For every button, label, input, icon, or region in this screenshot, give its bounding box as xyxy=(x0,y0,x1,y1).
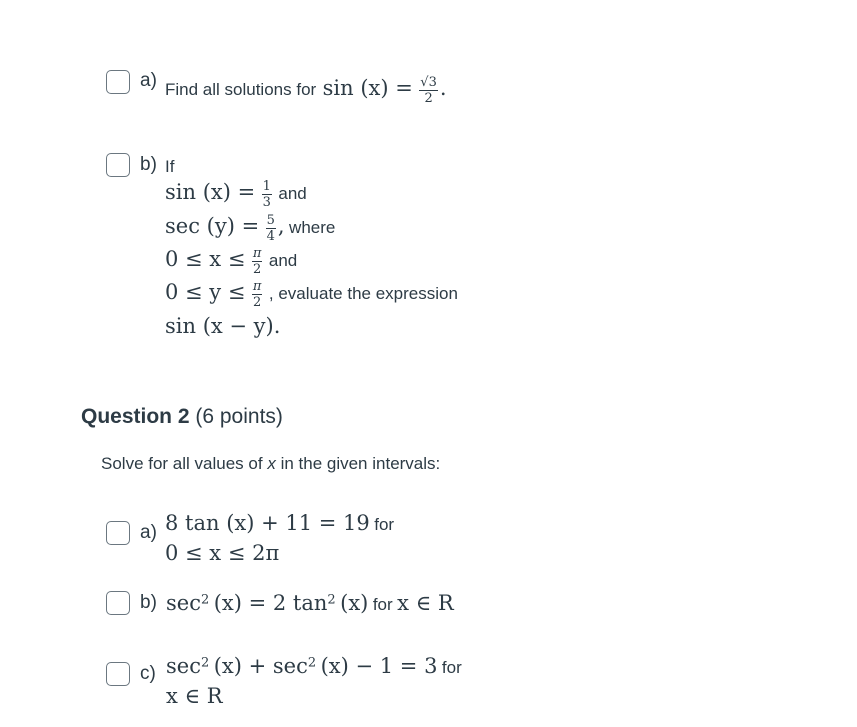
question2-instruction: Solve for all values of x in the given intervals: xyxy=(101,454,441,473)
q2b-checkbox[interactable] xyxy=(106,591,130,615)
q2b-label: b) xyxy=(140,592,157,613)
q1b-line3: 0 ≤ x ≤ $\frac{\pi}{2}$ and xyxy=(165,246,298,278)
q1b-line5: sin (x − y). xyxy=(165,314,281,338)
q1a-checkbox[interactable] xyxy=(106,70,130,94)
q2c-checkbox[interactable] xyxy=(106,662,130,686)
question2-title: Question 2 (6 points) xyxy=(81,405,283,428)
q2c-label: c) xyxy=(140,663,156,684)
q1a-label: a) xyxy=(140,70,157,91)
q2c-line1: $\sec^2 (x) + \sec^2 (x) - 1 = 3$ for xyxy=(166,654,462,678)
q1b-line2: sec (y) = $\frac{5}{4}$ , where xyxy=(165,213,336,245)
q1b-line1: sin (x) = $\frac{1}{3}$ and xyxy=(165,179,307,211)
q2b-equation: $\sec^2 (x) = 2$ $\tan^2 (x)$ for x ∈ R xyxy=(166,591,454,615)
q2a-line1: 8 tan (x) + 11 = 19 for xyxy=(165,511,395,535)
q2c-line2: x ∈ R xyxy=(166,684,223,708)
q2a-line2: 0 ≤ x ≤ 2π xyxy=(165,541,280,565)
q1b-checkbox[interactable] xyxy=(106,153,130,177)
q1a-fraction: $\frac{√3}{2}$ xyxy=(420,75,437,107)
q1a-text: Find all solutions for sin (x) = $\frac{√3}{2}$ . xyxy=(165,75,447,107)
q1b-label: b) xyxy=(140,154,157,175)
q1b-intro: If xyxy=(165,157,175,176)
q2a-checkbox[interactable] xyxy=(106,521,130,545)
q1b-line4: 0 ≤ y ≤ $\frac{\pi}{2}$ , evaluate the expression xyxy=(165,279,458,311)
q2a-label: a) xyxy=(140,522,157,543)
